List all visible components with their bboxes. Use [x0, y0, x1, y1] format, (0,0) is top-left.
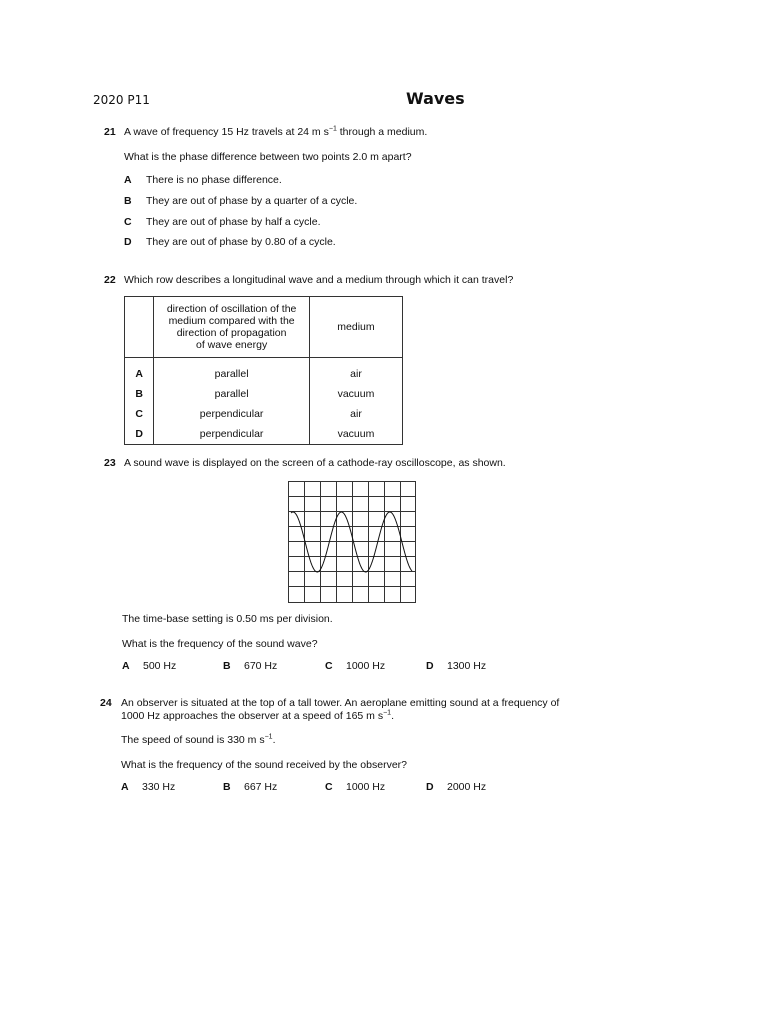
q23-question: What is the frequency of the sound wave?: [122, 638, 318, 650]
row-letter: A: [125, 358, 154, 385]
row-medium: air: [309, 358, 402, 385]
q21-question: What is the phase difference between two points 2.0 m apart?: [124, 151, 412, 163]
header-line: medium compared with the: [168, 315, 295, 327]
row-direction: parallel: [154, 358, 310, 385]
q21-option-letter-d[interactable]: D: [124, 236, 132, 248]
row-letter: D: [125, 424, 154, 445]
q21-option-letter-c[interactable]: C: [124, 216, 132, 228]
q23-option-text-b: 670 Hz: [244, 660, 278, 672]
q23-option-text-d: 1300 Hz: [447, 660, 487, 672]
oscilloscope-grid: [288, 481, 416, 603]
q24-option-text-b: 667 Hz: [244, 781, 278, 793]
question-number-21: 21: [104, 126, 116, 138]
question-number-22: 22: [104, 274, 116, 286]
q23-option-letter-b[interactable]: B: [223, 660, 231, 672]
q21-option-letter-b[interactable]: B: [124, 195, 132, 207]
q24-option-text-d: 2000 Hz: [447, 781, 487, 793]
q22-stem: Which row describes a longitudinal wave and a medium through which it can travel?: [124, 274, 514, 286]
table-header-row: [125, 297, 403, 358]
q24-option-text-a: 330 Hz: [142, 781, 176, 793]
q21-option-text-c: They are out of phase by half a cycle.: [146, 216, 321, 228]
q24-option-letter-b[interactable]: B: [223, 781, 231, 793]
q24-option-letter-a[interactable]: A: [121, 781, 129, 793]
q21-stem: A wave of frequency 15 Hz travels at 24 m $s^{-1}$ through a medium.: [124, 125, 428, 138]
table-header-medium: medium: [309, 297, 402, 358]
row-direction: parallel: [154, 384, 310, 404]
q24-option-text-c: 1000 Hz: [346, 781, 386, 793]
table-row[interactable]: [125, 404, 403, 424]
table-header-direction: [154, 297, 310, 358]
q24-option-letter-c[interactable]: C: [325, 781, 333, 793]
q22-options-table: [124, 296, 403, 445]
oscilloscope-screen: [288, 481, 416, 603]
header-line: direction of propagation: [176, 327, 287, 339]
question-number-23: 23: [104, 457, 116, 469]
q24-option-letter-d[interactable]: D: [426, 781, 434, 793]
q24-line2: 1000 Hz approaches the observer at a speed of 165 m $s^{-1}$.: [121, 709, 394, 722]
table-row[interactable]: [125, 424, 403, 445]
q21-option-text-b: They are out of phase by a quarter of a cycle.: [146, 195, 358, 207]
page-title: Waves: [406, 89, 465, 108]
table-row[interactable]: [125, 384, 403, 404]
q24-line1: An observer is situated at the top of a tall tower. An aeroplane emitting sound at a frequency of: [121, 697, 560, 709]
q21-option-text-d: They are out of phase by 0.80 of a cycle.: [146, 236, 336, 248]
header-line: direction of oscillation of the: [166, 303, 297, 315]
q23-stem: A sound wave is displayed on the screen of a cathode-ray oscilloscope, as shown.: [124, 457, 506, 469]
q24-question: What is the frequency of the sound received by the observer?: [121, 759, 407, 771]
row-letter: C: [125, 404, 154, 424]
row-medium: vacuum: [309, 384, 402, 404]
q23-option-text-a: 500 Hz: [143, 660, 177, 672]
q23-option-letter-d[interactable]: D: [426, 660, 434, 672]
q21-option-letter-a[interactable]: A: [124, 174, 132, 186]
row-medium: vacuum: [309, 424, 402, 445]
paper-code: 2020 P11: [93, 93, 150, 107]
row-direction: perpendicular: [154, 424, 310, 445]
row-direction: perpendicular: [154, 404, 310, 424]
question-number-24: 24: [100, 697, 112, 709]
table-header-blank: [125, 297, 154, 358]
q21-option-text-a: There is no phase difference.: [146, 174, 282, 186]
q23-option-letter-a[interactable]: A: [122, 660, 130, 672]
q23-option-letter-c[interactable]: C: [325, 660, 333, 672]
header-line: of wave energy: [195, 339, 268, 351]
q23-option-text-c: 1000 Hz: [346, 660, 386, 672]
table-row[interactable]: [125, 358, 403, 385]
q24-speed-of-sound: The speed of sound is 330 m $s^{-1}$.: [121, 733, 276, 746]
row-letter: B: [125, 384, 154, 404]
q23-timebase: The time-base setting is 0.50 ms per division.: [122, 613, 333, 625]
row-medium: air: [309, 404, 402, 424]
